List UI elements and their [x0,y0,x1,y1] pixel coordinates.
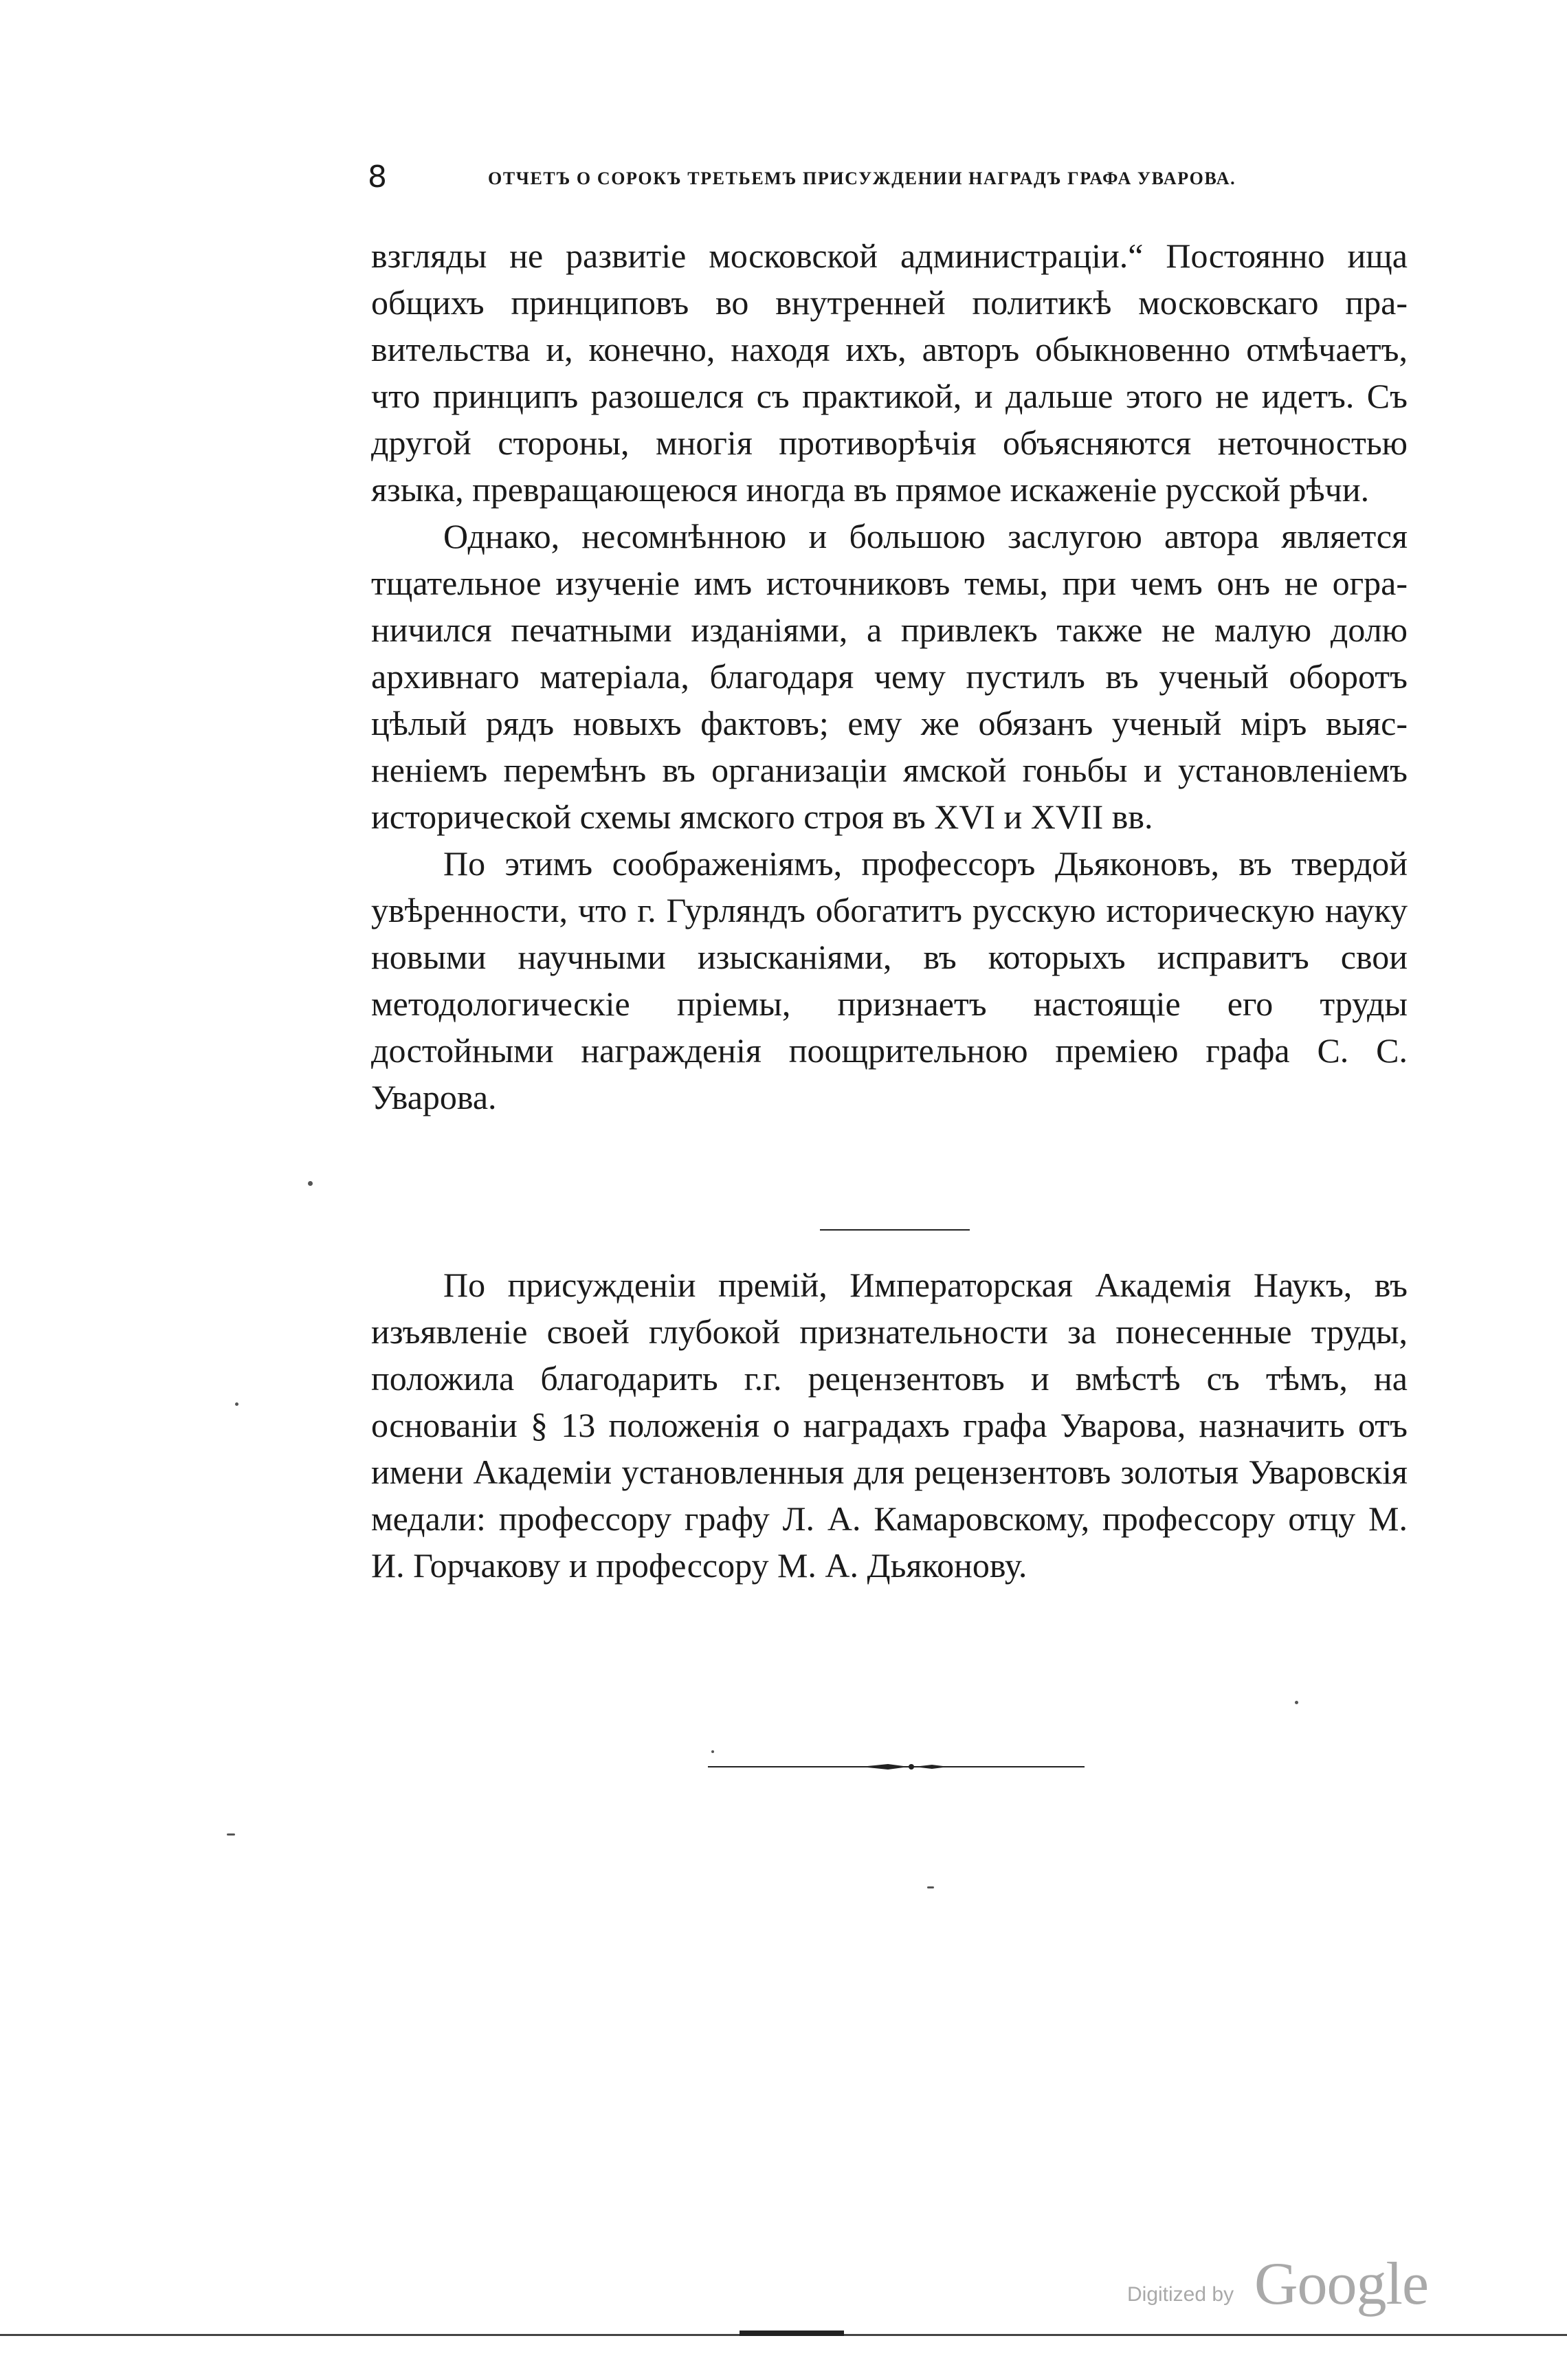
text-line: сору отцу М. И. Горчакову и профессору М. А. Дьяконову. [371,1499,1408,1585]
text-line: ничился печатными изданіями, а привлекъ также не малую долю [371,610,1408,649]
text-line: По присужденіи премій, Императорская Академія Наукъ, въ [443,1266,1408,1304]
text-line: достойными награжденія поощрительною преміею графа С. С. [371,1031,1408,1070]
page-header [368,157,1289,198]
closing-ornament-rule [708,1761,1085,1772]
text-line: тщательное изученіе имъ источниковъ темы, при чемъ онъ не огра [371,564,1408,602]
page-number: 8 [368,159,388,195]
scan-bottom-edge-mark [740,2331,844,2336]
text-line: скую науку новыми научными изысканіями, въ которыхъ исправитъ [371,891,1408,976]
text-line: основаніи § 13 положенія о наградахъ графа Уварова, назначить [371,1406,1358,1444]
margin-speck [308,1181,313,1186]
text-line: русской рѣчи. [1165,470,1370,509]
text-line: Однако, несомнѣнною и большою заслугою автора является [443,517,1408,555]
google-watermark [1127,2251,1450,2317]
paragraph-3 [371,840,1408,1121]
text-line: вительства и, конечно, находя ихъ, авторъ обыкновенно от [371,330,1278,368]
text-line: исторической схемы ямского строя въ XVI и XVII вв. [371,797,1153,836]
margin-speck [235,1402,238,1406]
main-text-block [371,232,1408,1121]
paragraph-1 [371,232,1408,513]
text-line: По этимъ соображеніямъ, профессоръ Дьяконовъ, въ твер [443,844,1355,883]
text-line: неніемъ перемѣнъ въ организаціи ямской гоньбы и установленіемъ [371,751,1408,789]
running-head: ОТЧЕТЪ О СОРОКЪ ТРЕТЬЕМЪ ПРИСУЖДЕНИИ НАГРАДЪ ГРАФА УВАРОВА. [488,168,1236,188]
text-line: Уварова. [371,1078,497,1116]
text-line: дой увѣренности, что г. Гурляндъ обогатитъ русскую историче [371,844,1408,929]
text-line: цѣлый рядъ новыхъ фактовъ; ему же обязанъ ученый міръ выяс [371,704,1408,742]
text-line: не идетъ. Съ другой стороны, многія противорѣчія объясняются [371,377,1408,462]
section-divider-rule [820,1229,970,1231]
text-line: неточностью языка, превращающеюся иногда въ прямое искаженіе [371,423,1408,509]
text-line: ровскія медали: профессору графу Л. А. Камаровскому, профес [371,1453,1408,1538]
text-line: отъ имени Академіи установленныя для рецензентовъ золотыя Ува [371,1406,1408,1491]
text-line: архивнаго матеріала, благодаря чему пустилъ въ ученый оборотъ [371,657,1408,696]
margin-speck [711,1750,714,1753]
text-line: изъявленіе своей глубокой признательности за понесенные труды, [371,1312,1408,1351]
text-line: мѣчаетъ, что принципъ разошелся съ практикой, и дальше этого [371,330,1408,415]
margin-speck [227,1833,235,1836]
text-line: свои методологическіе пріемы, признаетъ настоящіе его труды [371,938,1408,1023]
paragraph-4 [371,1261,1408,1589]
margin-speck [927,1886,934,1888]
margin-speck [1295,1701,1298,1704]
google-logo-text: Google [1254,2251,1429,2317]
academy-text-block [371,1261,1408,1589]
text-line: положила благодарить г.г. рецензентовъ и вмѣстѣ съ тѣмъ, на [371,1359,1408,1398]
paragraph-2 [371,513,1408,840]
text-line: общихъ принциповъ во внутренней политикѣ московскаго пра [371,283,1408,322]
digitized-by-label: Digitized by [1127,2283,1234,2306]
text-line: взгляды не развитіе московской администраціи.“ Постоянно ища [371,236,1408,275]
